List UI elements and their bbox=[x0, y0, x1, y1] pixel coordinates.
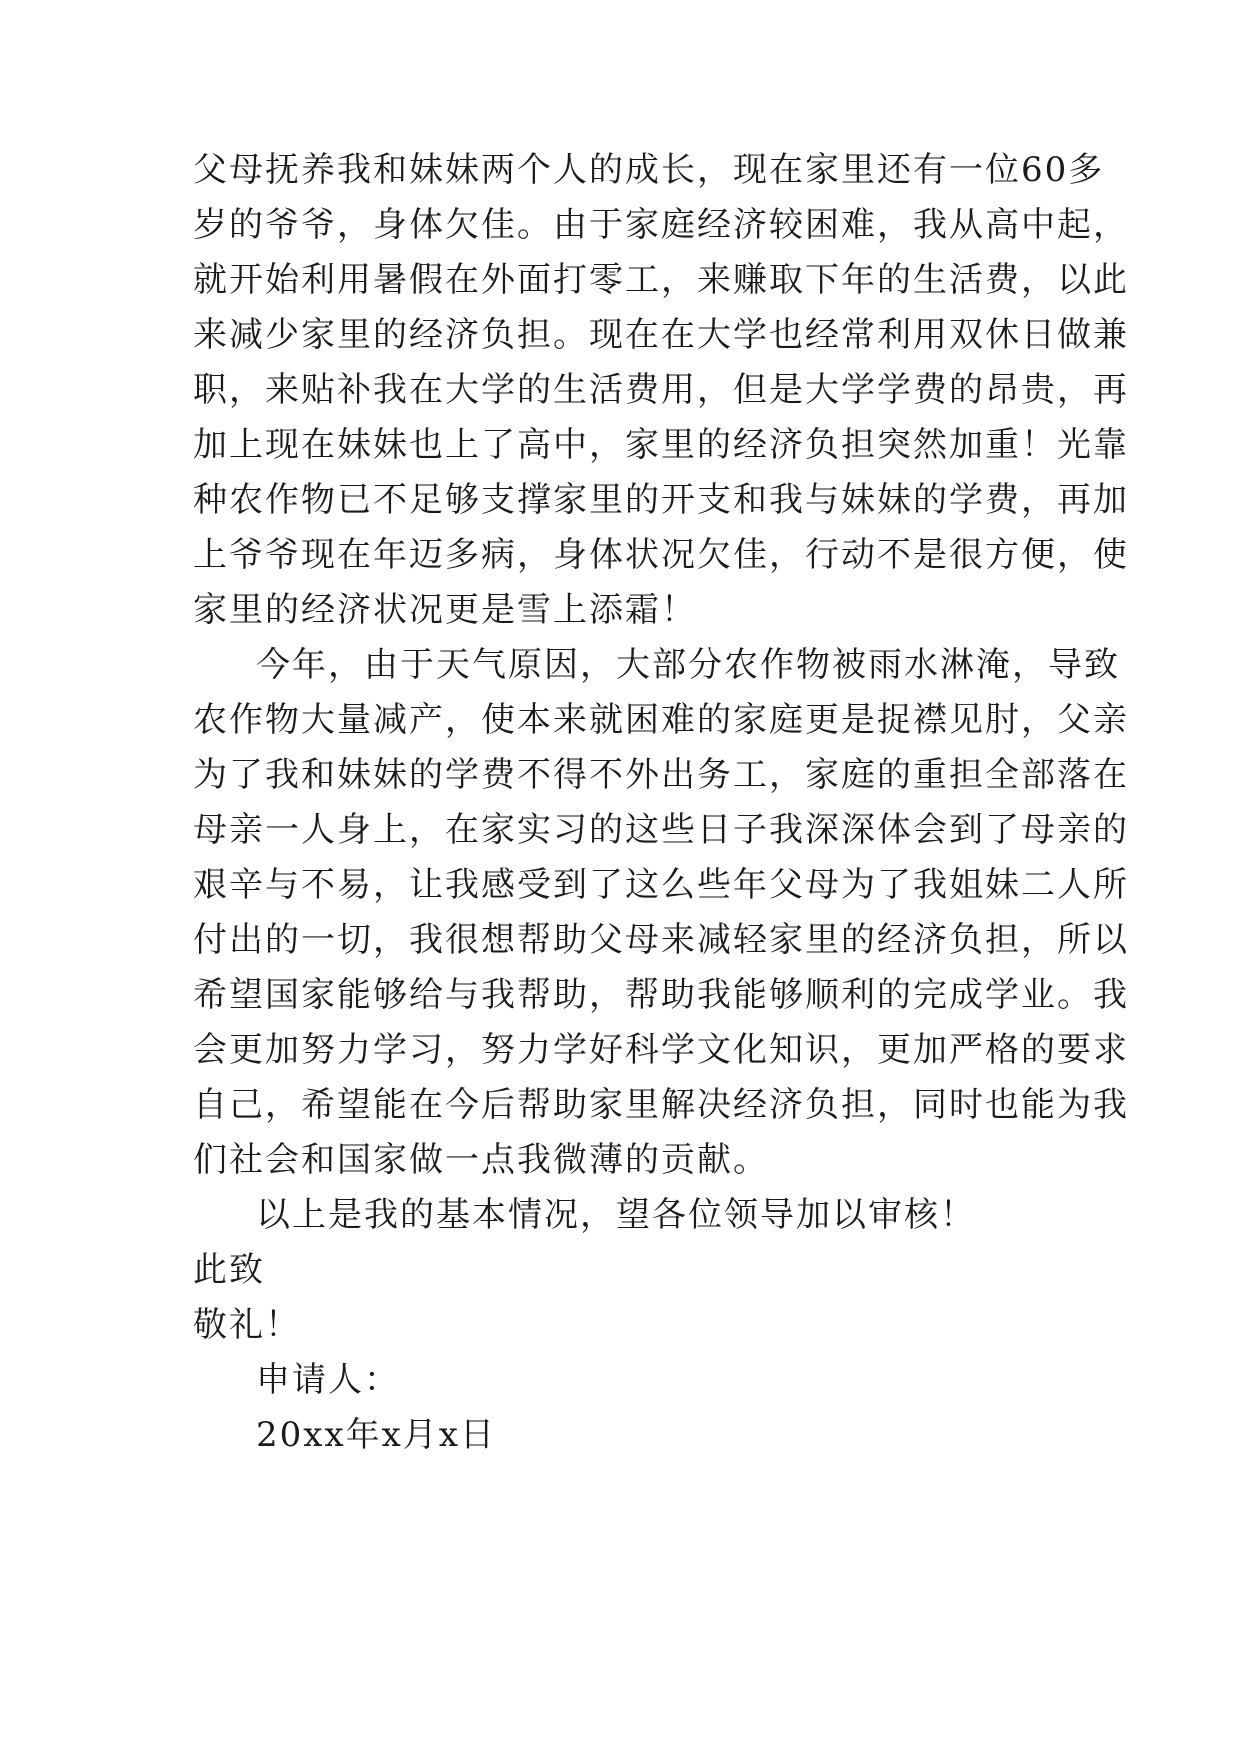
paragraph-line: 来减少家里的经济负担。现在在大学也经常利用双休日做兼 bbox=[193, 315, 1129, 355]
paragraph-line: 希望国家能够给与我帮助，帮助我能够顺利的完成学业。我 bbox=[193, 975, 1129, 1015]
paragraph-line: 岁的爷爷，身体欠佳。由于家庭经济较困难，我从高中起， bbox=[193, 205, 1129, 245]
paragraph-line: 加上现在妹妹也上了高中，家里的经济负担突然加重！光靠 bbox=[193, 425, 1129, 465]
paragraph-line: 为了我和妹妹的学费不得不外出务工，家庭的重担全部落在 bbox=[193, 755, 1129, 795]
paragraph-line: 今年，由于天气原因，大部分农作物被雨水淋淹，导致 bbox=[256, 645, 1120, 685]
paragraph-line: 付出的一切，我很想帮助父母来减轻家里的经济负担，所以 bbox=[193, 920, 1129, 960]
paragraph-line: 母亲一人身上，在家实习的这些日子我深深体会到了母亲的 bbox=[193, 810, 1129, 850]
date-line: 20xx年x月x日 bbox=[256, 1415, 496, 1455]
paragraph-line: 职，来贴补我在大学的生活费用，但是大学学费的昂贵，再 bbox=[193, 370, 1129, 410]
paragraph-line: 会更加努力学习，努力学好科学文化知识，更加严格的要求 bbox=[193, 1030, 1129, 1070]
paragraph-line: 上爷爷现在年迈多病，身体状况欠佳，行动不是很方便，使 bbox=[193, 535, 1129, 575]
salutation-jing-li: 敬礼！ bbox=[193, 1305, 301, 1345]
paragraph-line: 们社会和国家做一点我微薄的贡献。 bbox=[193, 1140, 769, 1180]
paragraph-line: 农作物大量减产，使本来就困难的家庭更是捉襟见肘，父亲 bbox=[193, 700, 1129, 740]
paragraph-line: 父母抚养我和妹妹两个人的成长，现在家里还有一位60多 bbox=[193, 150, 1105, 190]
paragraph-line: 自己，希望能在今后帮助家里解决经济负担，同时也能为我 bbox=[193, 1085, 1129, 1125]
paragraph-line: 艰辛与不易，让我感受到了这么些年父母为了我姐妹二人所 bbox=[193, 865, 1129, 905]
paragraph-line: 种农作物已不足够支撑家里的开支和我与妹妹的学费，再加 bbox=[193, 480, 1129, 520]
paragraph-line: 家里的经济状况更是雪上添霜！ bbox=[193, 590, 697, 630]
paragraph-line: 就开始利用暑假在外面打零工，来赚取下年的生活费，以此 bbox=[193, 260, 1129, 300]
paragraph-line: 以上是我的基本情况，望各位领导加以审核！ bbox=[256, 1195, 976, 1235]
salutation-ci-zhi: 此致 bbox=[193, 1250, 265, 1290]
applicant-label: 申请人： bbox=[256, 1360, 400, 1400]
